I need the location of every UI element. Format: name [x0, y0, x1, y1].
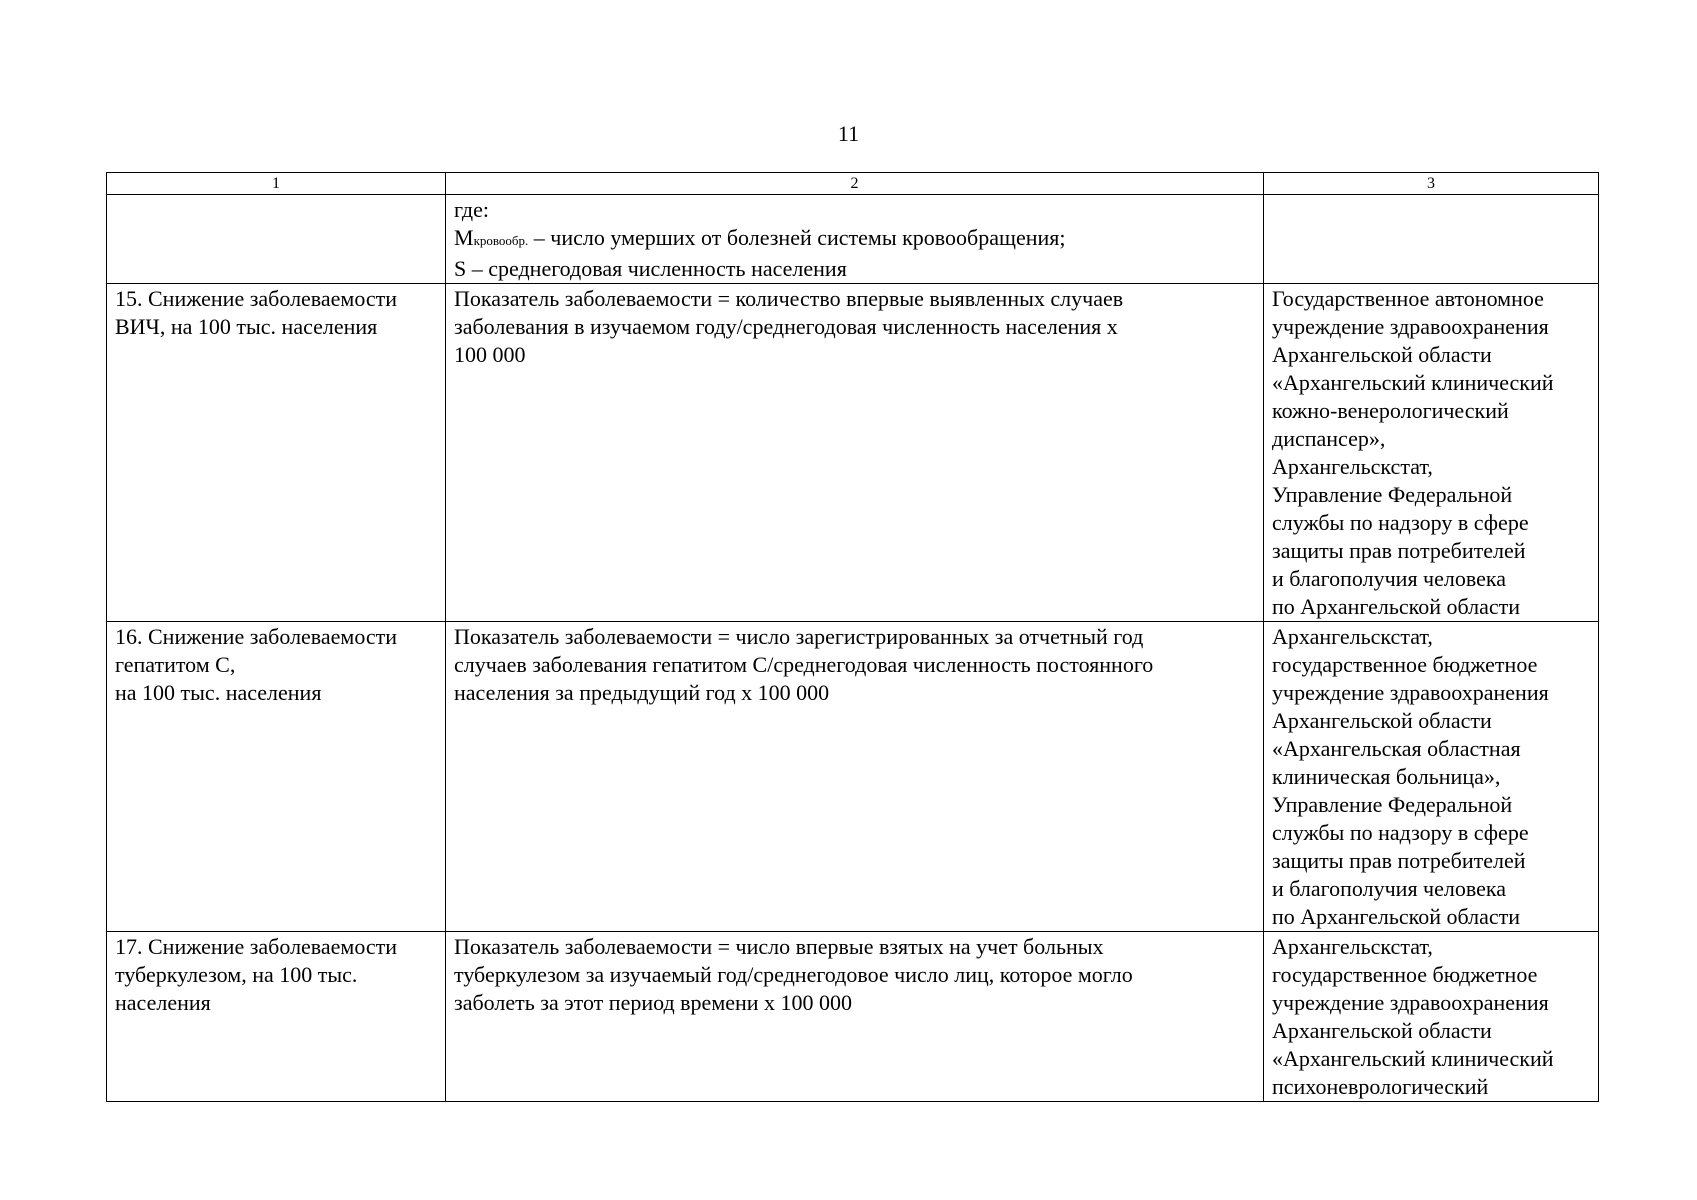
cell-line: Архангельскстат, [1272, 624, 1433, 649]
cell-line: ВИЧ, на 100 тыс. населения [115, 314, 378, 339]
cell-line: учреждение здравоохранения [1272, 314, 1549, 339]
cell-line: Архангельской области [1272, 1018, 1492, 1043]
continuation-row [107, 195, 1599, 284]
cell-line: туберкулезом за изучаемый год/среднегодовое число лиц, которое могло [454, 962, 1133, 987]
cell-line: по Архангельской области [1272, 594, 1521, 619]
cell-line: Показатель заболеваемости = число зарегистрированных за отчетный год [454, 624, 1144, 649]
cell-line: психоневрологический [1272, 1074, 1489, 1099]
cell-line: по Архангельской области [1272, 904, 1521, 929]
cell-line: Показатель заболеваемости = количество впервые выявленных случаев [454, 286, 1124, 311]
table-row [107, 622, 1599, 932]
header-cell-2: 2 [446, 173, 1264, 195]
cell-line: случаев заболевания гепатитом С/среднегодовая численность постоянного [454, 652, 1154, 677]
table-row [107, 284, 1599, 622]
cell-line: населения [115, 990, 211, 1015]
cell-line: защиты прав потребителей [1272, 538, 1526, 563]
cell-line: клиническая больница», [1272, 764, 1501, 789]
cell-line: на 100 тыс. населения [115, 680, 322, 705]
cell-line: службы по надзору в сфере [1272, 820, 1529, 845]
cell-line: Архангельскстат, [1272, 934, 1433, 959]
cell-line: заболеть за этот период времени х 100 000 [454, 990, 853, 1015]
cell-line: заболевания в изучаемом году/среднегодовая численность населения х [454, 314, 1118, 339]
indicator-name-cell [107, 622, 446, 932]
cell-line: кожно-венерологический [1272, 398, 1509, 423]
m-letter: М [454, 225, 474, 250]
cell-line: Показатель заболеваемости = число впервые взятых на учет больных [454, 934, 1104, 959]
cell-line: населения за предыдущий год х 100 000 [454, 680, 830, 705]
cell-line: «Архангельский клинический [1272, 1046, 1554, 1071]
cell-line: «Архангельский клинический [1272, 370, 1554, 395]
cell-line: и благополучия человека [1272, 876, 1507, 901]
formula-cell [446, 284, 1264, 622]
cell-line: Архангельской области [1272, 708, 1492, 733]
cell-line: 16. Снижение заболеваемости [115, 624, 398, 649]
cell-line: Управление Федеральной [1272, 482, 1513, 507]
indicator-name-cell [107, 284, 446, 622]
continuation-cell-1 [107, 195, 446, 284]
continuation-cell-3 [1264, 195, 1599, 284]
cell-line: государственное бюджетное [1272, 962, 1538, 987]
header-cell-3: 3 [1264, 173, 1599, 195]
m-text: – число умерших от болезней системы кровообращения; [528, 225, 1066, 250]
cell-line: диспансер», [1272, 426, 1386, 451]
source-cell [1264, 932, 1599, 1102]
s-definition: S – среднегодовая численность населения [454, 256, 847, 281]
cell-line: учреждение здравоохранения [1272, 680, 1549, 705]
cell-line: гепатитом С, [115, 652, 236, 677]
cell-line: защиты прав потребителей [1272, 848, 1526, 873]
source-cell [1264, 622, 1599, 932]
cell-line: «Архангельская областная [1272, 736, 1521, 761]
cell-line: государственное бюджетное [1272, 652, 1538, 677]
cell-line: Управление Федеральной [1272, 792, 1513, 817]
table-row [107, 932, 1599, 1102]
cell-line: 15. Снижение заболеваемости [115, 286, 398, 311]
formula-cell [446, 932, 1264, 1102]
indicator-name-cell [107, 932, 446, 1102]
header-cell-1: 1 [107, 173, 446, 195]
source-cell [1264, 284, 1599, 622]
cell-line: и благополучия человека [1272, 566, 1507, 591]
cell-line: Государственное автономное [1272, 286, 1544, 311]
page-number: 11 [837, 121, 860, 146]
cell-line: Архангельскстат, [1272, 454, 1433, 479]
continuation-cell-2 [446, 195, 1264, 284]
cell-line: туберкулезом, на 100 тыс. [115, 962, 358, 987]
cell-line: Архангельской области [1272, 342, 1492, 367]
cell-line: службы по надзору в сфере [1272, 510, 1529, 535]
cell-line: 100 000 [454, 342, 526, 367]
cell-line: 17. Снижение заболеваемости [115, 934, 398, 959]
table-header-row [107, 173, 1599, 195]
formula-cell [446, 622, 1264, 932]
m-definition [454, 224, 1255, 255]
m-subscript: кровообр. [473, 233, 529, 248]
where-label: где: [454, 197, 489, 222]
cell-line: учреждение здравоохранения [1272, 990, 1549, 1015]
indicators-table [106, 172, 1599, 1102]
